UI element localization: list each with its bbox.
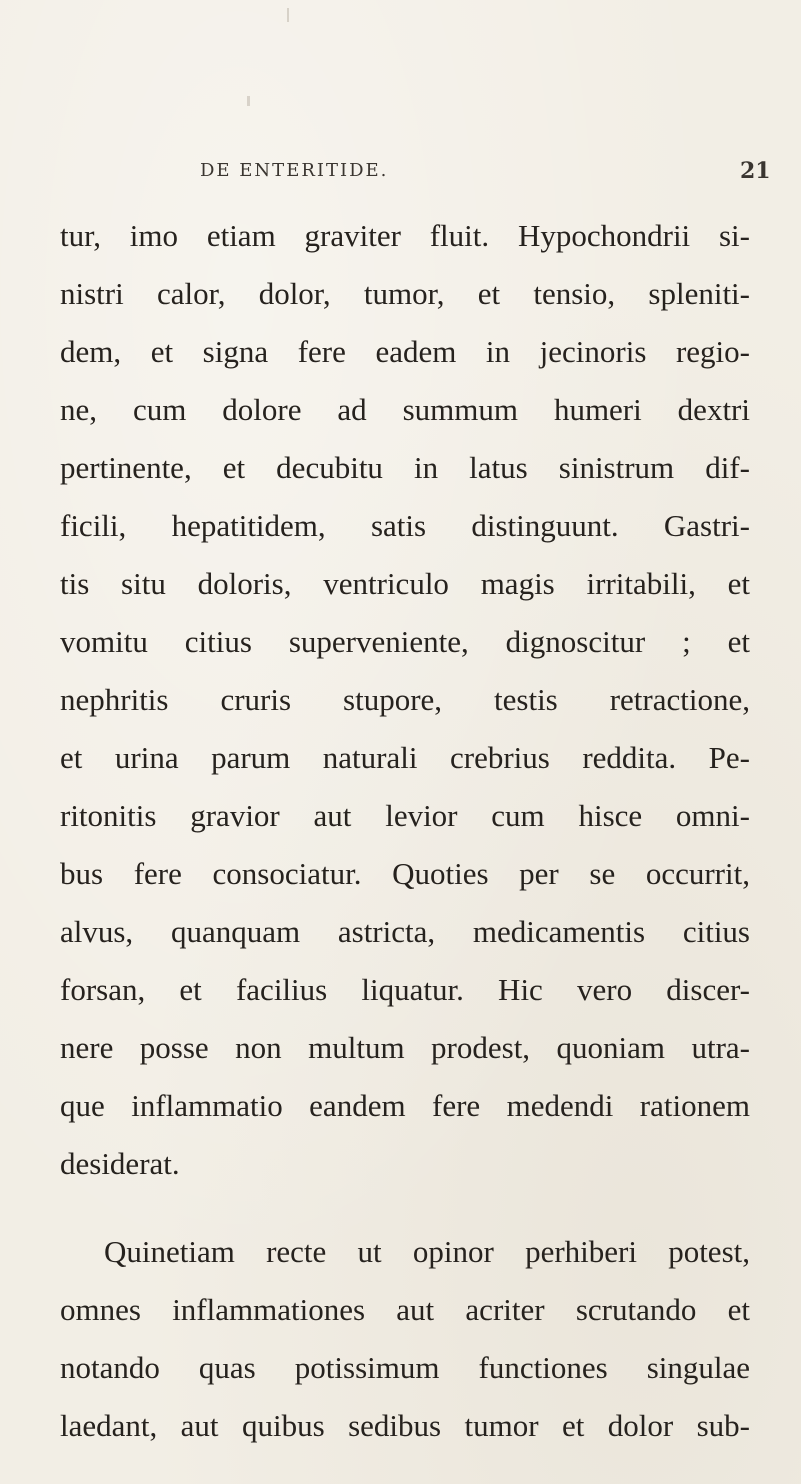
text-line: dem, et signa fere eadem in jecinoris regio- bbox=[60, 334, 750, 369]
text-line: forsan, et facilius liquatur. Hic vero discer- bbox=[60, 972, 750, 1007]
text-line: et urina parum naturali crebrius reddita. Pe- bbox=[60, 740, 750, 775]
text-line: vomitu citius superveniente, dignoscitur ; et bbox=[60, 624, 750, 659]
text-line: ne, cum dolore ad summum humeri dextri bbox=[60, 392, 750, 427]
text-line: omnes inflammationes aut acriter scrutando et bbox=[60, 1292, 750, 1327]
text-line: laedant, aut quibus sedibus tumor et dolor sub- bbox=[60, 1408, 750, 1443]
text-line: pertinente, et decubitu in latus sinistrum dif- bbox=[60, 450, 750, 485]
text-line: nephritis cruris stupore, testis retractione, bbox=[60, 682, 750, 717]
text-line: alvus, quanquam astricta, medicamentis citius bbox=[60, 914, 750, 949]
text-line: desiderat. bbox=[60, 1146, 180, 1181]
text-line: tur, imo etiam graviter fluit. Hypochondrii si- bbox=[60, 218, 750, 253]
text-line: ritonitis gravior aut levior cum hisce omni- bbox=[60, 798, 750, 833]
text-line: bus fere consociatur. Quoties per se occurrit, bbox=[60, 856, 750, 891]
text-line: nere posse non multum prodest, quoniam utra- bbox=[60, 1030, 750, 1065]
text-line: tis situ doloris, ventriculo magis irritabili, et bbox=[60, 566, 750, 601]
running-head-title: DE ENTERITIDE. bbox=[200, 160, 389, 181]
text-line: notando quas potissimum functiones singulae bbox=[60, 1350, 750, 1385]
text-line: Quinetiam recte ut opinor perhiberi potest, bbox=[104, 1234, 750, 1269]
page-blemish bbox=[247, 96, 250, 106]
text-line: nistri calor, dolor, tumor, et tensio, spleniti- bbox=[60, 276, 750, 311]
page-blemish bbox=[287, 8, 289, 22]
text-line: ficili, hepatitidem, satis distinguunt. Gastri- bbox=[60, 508, 750, 543]
page-number: 21 bbox=[740, 158, 771, 184]
text-line: que inflammatio eandem fere medendi rationem bbox=[60, 1088, 750, 1123]
